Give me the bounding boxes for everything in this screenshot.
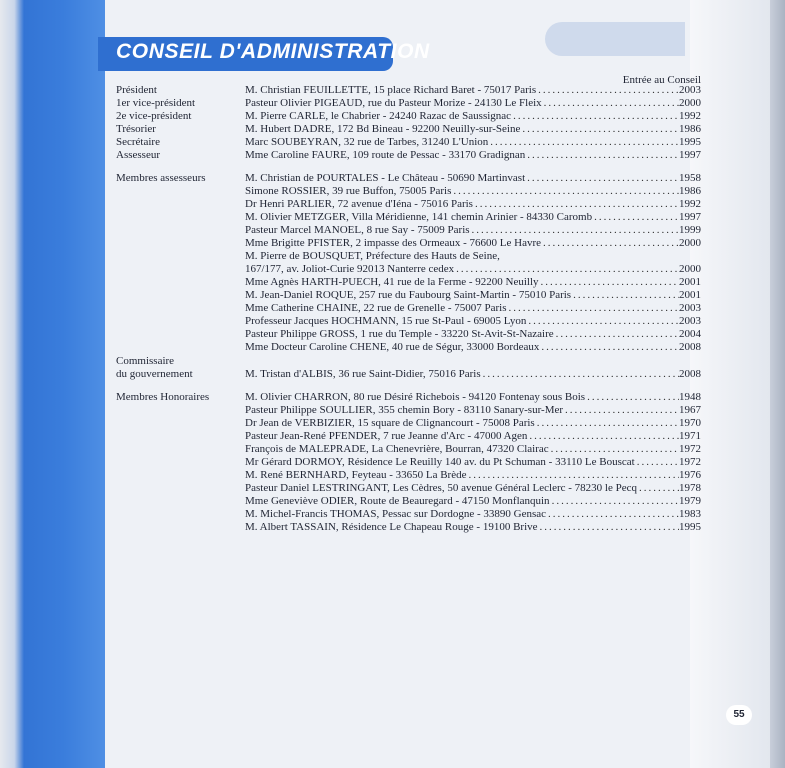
- list-item: Pasteur Olivier PIGEAUD, rue du Pasteur Morize - 24130 Le Fleix ..... 2000: [245, 97, 701, 110]
- list-item: M. Christian de POURTALES - Le Château - 50690 Martinvast ..... 1958: [245, 172, 701, 185]
- list-item: Mme Docteur Caroline CHENE, 40 rue de Ségur, 33000 Bordeaux ..... 2008: [245, 341, 701, 354]
- list-item: Mme Catherine CHAINE, 22 rue de Grenelle - 75007 Paris ..... 2003: [245, 302, 701, 315]
- list-item: Professeur Jacques HOCHMANN, 15 rue St-Paul - 69005 Lyon ..... 2003: [245, 315, 701, 328]
- assesseurs-entries: [245, 172, 701, 354]
- page-edge: [770, 0, 785, 768]
- list-item: M. Olivier METZGER, Villa Méridienne, 141 chemin Arinier - 84330 Caromb ..... 1997: [245, 211, 701, 224]
- page-number: 55: [726, 705, 752, 725]
- commissaire-entries: [245, 368, 701, 381]
- list-item: 167/177, av. Joliot-Curie 92013 Nanterre cedex ..... 2000: [245, 263, 701, 276]
- list-item: Pasteur Philippe SOULLIER, 355 chemin Bory - 83110 Sanary-sur-Mer ..... 1967: [245, 404, 701, 417]
- list-item: Mme Agnès HARTH-PUECH, 41 rue de la Ferme - 92200 Neuilly ..... 2001: [245, 276, 701, 289]
- page-title: CONSEIL D'ADMINISTRATION: [116, 40, 430, 63]
- honoraires-entries: [245, 391, 701, 534]
- list-item: M. Hubert DADRE, 172 Bd Bineau - 92200 Neuilly-sur-Seine ..... 1986: [245, 123, 701, 136]
- role-vice-president-2: 2e vice-président: [116, 110, 192, 122]
- column-header-entree: Entrée au Conseil: [622, 74, 701, 86]
- role-assesseur: Assesseur: [116, 149, 160, 161]
- role-secretaire: Secrétaire: [116, 136, 160, 148]
- ghost-direction-tab: [545, 22, 685, 56]
- list-item: Mr Gérard DORMOY, Résidence Le Reuilly 140 av. du Pt Schuman - 33110 Le Bouscat ..... 1972: [245, 456, 701, 469]
- list-item: Pasteur Daniel LESTRINGANT, Les Cèdres, 50 avenue Général Leclerc - 78230 le Pecq ..... 1978: [245, 482, 701, 495]
- list-item: Dr Jean de VERBIZIER, 15 square de Clignancourt - 75008 Paris ..... 1970: [245, 417, 701, 430]
- list-item: Simone ROSSIER, 39 rue Buffon, 75005 Paris ..... 1986: [245, 185, 701, 198]
- list-item: Mme Geneviève ODIER, Route de Beauregard - 47150 Monflanquin ..... 1979: [245, 495, 701, 508]
- list-item: Mme Brigitte PFISTER, 2 impasse des Ormeaux - 76600 Le Havre ..... 2000: [245, 237, 701, 250]
- list-item: M. Michel-Francis THOMAS, Pessac sur Dordogne - 33890 Gensac ..... 1983: [245, 508, 701, 521]
- bureau-entries: [245, 84, 701, 162]
- list-item: M. Christian FEUILLETTE, 15 place Richard Baret - 75017 Paris ..... 2003: [245, 84, 701, 97]
- list-item: M. Tristan d'ALBIS, 36 rue Saint-Didier, 75016 Paris ..... 2008: [245, 368, 701, 381]
- list-item: M. Jean-Daniel ROQUE, 257 rue du Faubourg Saint-Martin - 75010 Paris ..... 2001: [245, 289, 701, 302]
- list-item: Dr Henri PARLIER, 72 avenue d'Iéna - 75016 Paris ..... 1992: [245, 198, 701, 211]
- list-item: M. Albert TASSAIN, Résidence Le Chapeau Rouge - 19100 Brive ..... 1995: [245, 521, 701, 534]
- list-item: M. René BERNHARD, Feyteau - 33650 La Brède ..... 1976: [245, 469, 701, 482]
- section-label-honoraires: Membres Honoraires: [116, 391, 210, 403]
- commissaire-label-line1: Commissaire: [116, 355, 175, 367]
- list-item: François de MALEPRADE, La Chenevrière, Bourran, 47320 Clairac ..... 1972: [245, 443, 701, 456]
- list-item: Pasteur Jean-René PFENDER, 7 rue Jeanne d'Arc - 47000 Agen ..... 1971: [245, 430, 701, 443]
- commissaire-label-line2: du gouvernement: [116, 368, 193, 380]
- section-label-assesseurs: Membres assesseurs: [116, 172, 206, 184]
- list-item: Mme Caroline FAURE, 109 route de Pessac - 33170 Gradignan ..... 1997: [245, 149, 701, 162]
- section-label-commissaire: [116, 355, 193, 381]
- list-item: Pasteur Marcel MANOEL, 8 rue Say - 75009 Paris ..... 1999: [245, 224, 701, 237]
- list-item: Pasteur Philippe GROSS, 1 rue du Temple - 33220 St-Avit-St-Nazaire ..... 2004: [245, 328, 701, 341]
- bureau-roles: [116, 84, 236, 162]
- role-tresorier: Trésorier: [116, 123, 156, 135]
- list-item: M. Pierre CARLE, le Chabrier - 24240 Razac de Saussignac ..... 1992: [245, 110, 701, 123]
- role-vice-president-1: 1er vice-président: [116, 97, 196, 109]
- binding-shadow: [0, 0, 24, 768]
- role-president: Président: [116, 84, 157, 96]
- list-item: Marc SOUBEYRAN, 32 rue de Tarbes, 31240 L'Union ..... 1995: [245, 136, 701, 149]
- list-item: M. Pierre de BOUSQUET, Préfecture des Hauts de Seine,: [245, 250, 500, 262]
- list-item: M. Olivier CHARRON, 80 rue Désiré Richebois - 94120 Fontenay sous Bois ..... 1948: [245, 391, 701, 404]
